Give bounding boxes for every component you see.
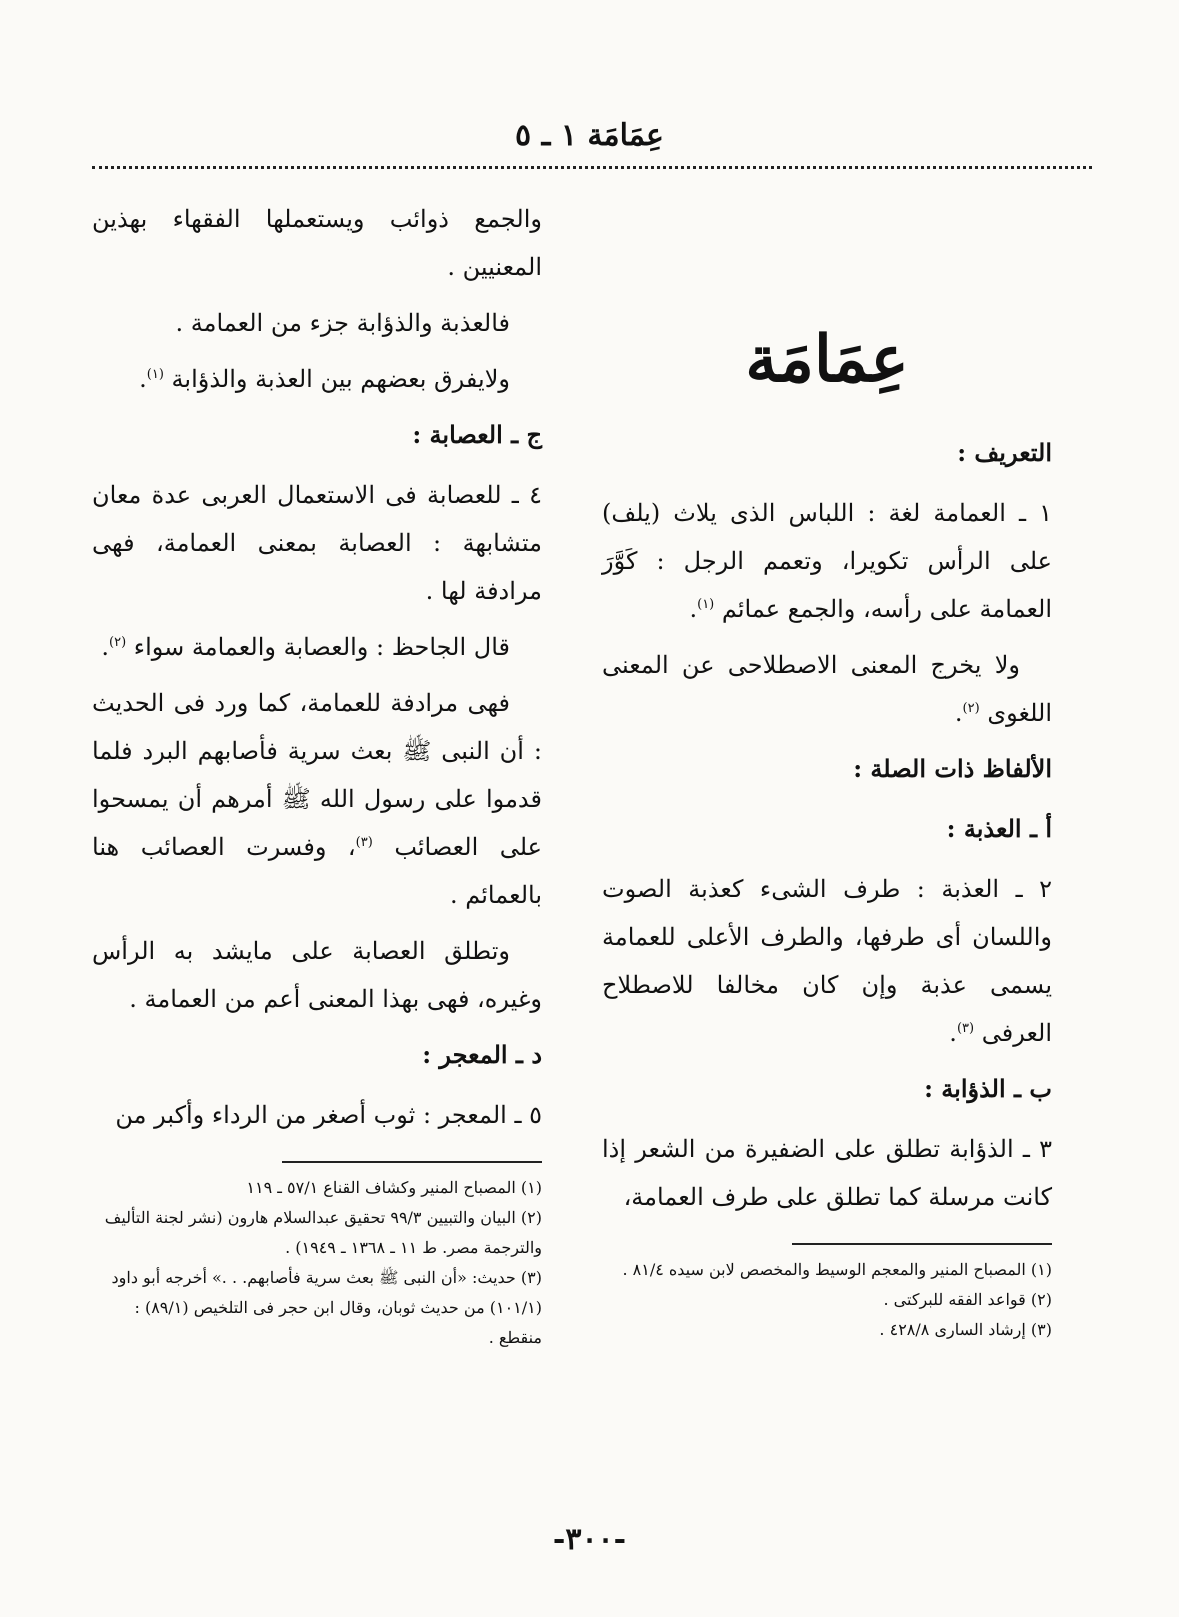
paragraph-1-end: . — [689, 595, 698, 623]
paragraph-1 — [602, 489, 1052, 633]
paragraph-6: فالعذبة والذؤابة جزء من العمامة . — [175, 309, 510, 337]
footnote-1: (١) المصباح المنير والمعجم الوسيط والمخصص لابن سيده ٨١/٤ . — [622, 1260, 1052, 1279]
left-column — [92, 195, 542, 1353]
subheading-c: ج ـ العصابة : — [412, 420, 542, 449]
subheading-d: د ـ المعجر : — [422, 1040, 542, 1069]
footnote-ref: (٣) — [956, 1021, 975, 1036]
paragraph-2-text: ولا يخرج المعنى الاصطلاحى عن المعنى اللغوى — [602, 651, 1052, 727]
footnote-ref: (٢) — [962, 701, 980, 716]
paragraph-7-text: ولايفرق بعضهم بين العذبة والذؤابة — [171, 365, 510, 393]
footnote-2: (٢) البيان والتبيين ٩٩/٣ تحقيق عبدالسلام هارون (نشر لجنة التأليف والترجمة مصر. ط ١١ ـ ١٣٦٨ ـ ١٩٤٩) . — [104, 1208, 542, 1257]
paragraph-4: ٣ ـ الذؤابة تطلق على الضفيرة من الشعر إذا كانت مرسلة كما تطلق على طرف العمامة، — [602, 1135, 1052, 1211]
paragraph-10 — [92, 679, 542, 919]
footnote-ref: (١) — [146, 367, 164, 382]
definition-heading: التعريف : — [957, 438, 1052, 467]
paragraph-1-text: ١ ـ العمامة لغة : اللباس الذى يلاث (يلف) على الرأس تكويرا، وتعمم الرجل : كَوَّرَ العمامة على رأسه، والجمع عمائم — [602, 499, 1052, 623]
paragraph-10-end: ، وفسرت العصائب هنا بالعمائم . — [92, 833, 542, 909]
footnotes-left — [92, 1173, 542, 1353]
paragraph-9 — [92, 623, 542, 671]
paragraph-2-end: . — [954, 699, 963, 727]
paragraph-3-end: . — [949, 1019, 957, 1047]
paragraph-9-end: . — [101, 633, 110, 661]
paragraph-7 — [92, 355, 542, 403]
footnote-ref: (١) — [697, 597, 715, 612]
paragraph-10-text: فهى مرادفة للعمامة، كما ورد فى الحديث : أن النبى ﷺ بعث سرية فأصابهم البرد فلما قدموا على رسول الله ﷺ أمرهم أن يمسحوا على العصائب — [92, 689, 542, 861]
footnotes-right — [602, 1255, 1052, 1345]
footnote-rule — [282, 1161, 542, 1163]
footnote-ref: (٣) — [355, 835, 373, 850]
footnote-3: (٣) إرشاد السارى ٤٢٨/٨ . — [879, 1320, 1052, 1339]
header-dotted-rule — [92, 166, 1092, 169]
paragraph-8: ٤ ـ للعصابة فى الاستعمال العربى عدة معان متشابهة : العصابة بمعنى العمامة، فهى مرادفة لها . — [92, 481, 542, 605]
paragraph-2 — [602, 641, 1052, 737]
footnote-1: (١) المصباح المنير وكشاف القناع ٥٧/١ ـ ١١٩ — [246, 1178, 542, 1197]
paragraph-3-text: ٢ ـ العذبة : طرف الشىء كعذبة الصوت واللسان أى طرفها، والطرف الأعلى للعمامة يسمى عذبة وإن كان مخالفا للاصطلاح العرفى — [602, 875, 1052, 1047]
paragraph-12: ٥ ـ المعجر : ثوب أصغر من الرداء وأكبر من — [115, 1101, 542, 1129]
right-column — [602, 195, 1052, 1345]
paragraph-5: والجمع ذوائب ويستعملها الفقهاء بهذين المعنيين . — [92, 205, 542, 281]
paragraph-9-text: قال الجاحظ : والعصابة والعمامة سواء — [133, 633, 510, 661]
paragraph-7-end: . — [139, 365, 147, 393]
paragraph-11: وتطلق العصابة على مايشد به الرأس وغيره، فهى بهذا المعنى أعم من العمامة . — [92, 937, 542, 1013]
footnote-ref: (٢) — [109, 635, 127, 650]
subheading-a: أ ـ العذبة : — [946, 814, 1052, 843]
page-number: -٣٠٠- — [552, 1522, 627, 1557]
footnote-3: (٣) حديث: «أن النبى ﷺ بعث سرية فأصابهم. . .» أخرجه أبو داود (١٠١/١) من حديث ثوبان، وقال ابن حجر فى التلخيص (٨٩/١) : منقطع . — [111, 1268, 542, 1347]
footnote-2: (٢) قواعد الفقه للبركتى . — [883, 1290, 1052, 1309]
entry-title: عِمَامَة — [745, 322, 909, 397]
subheading-b: ب ـ الذؤابة : — [924, 1074, 1052, 1103]
running-header: عِمَامَة ١ ـ ٥ — [515, 118, 664, 153]
related-terms-heading: الألفاظ ذات الصلة : — [853, 754, 1052, 783]
paragraph-3 — [602, 865, 1052, 1057]
footnote-rule — [792, 1243, 1052, 1245]
